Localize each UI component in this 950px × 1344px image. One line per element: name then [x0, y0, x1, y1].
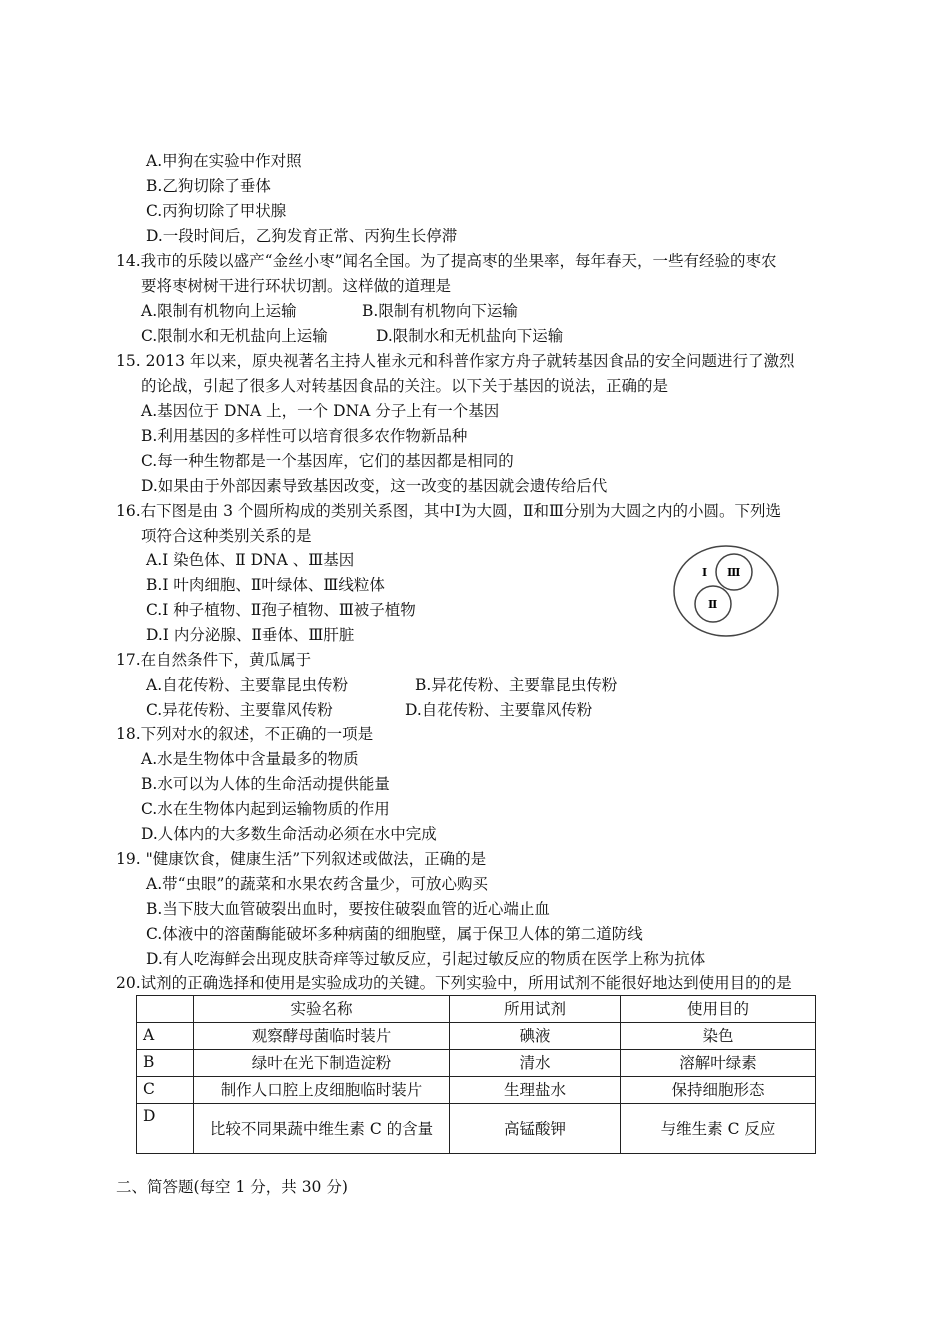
label-iii: Ⅲ — [727, 566, 741, 579]
table-cell: 碘液 — [450, 1023, 621, 1050]
table-cell: 高锰酸钾 — [450, 1104, 621, 1154]
table-header-cell: 实验名称 — [194, 996, 450, 1023]
q16-option-c: C.Ⅰ 种子植物、Ⅱ孢子植物、Ⅲ被子植物 — [146, 601, 416, 619]
q13-option-b: B.乙狗切除了垂体 — [146, 177, 271, 195]
table-cell: C — [137, 1077, 194, 1104]
q14-option-d: D.限制水和无机盐向下运输 — [376, 327, 564, 345]
table-row — [137, 1023, 816, 1050]
q13-option-a: A.甲狗在实验中作对照 — [146, 152, 302, 170]
table-cell: 生理盐水 — [450, 1077, 621, 1104]
q19-option-b: B.当下肢大血管破裂出血时，要按住破裂血管的近心端止血 — [146, 900, 550, 918]
q15-option-a: A.基因位于 DNA 上，一个 DNA 分子上有一个基因 — [141, 402, 500, 420]
table-cell: 与维生素 C 反应 — [621, 1104, 816, 1154]
section-2-heading: 二、简答题(每空 1 分，共 30 分) — [116, 1178, 348, 1196]
q18-option-d: D.人体内的大多数生命活动必须在水中完成 — [141, 825, 437, 843]
q16-stem-line2: 项符合这种类别关系的是 — [141, 527, 312, 545]
q15-stem-line1: 15. 2013 年以来，原央视著名主持人崔永元和科普作家方舟子就转基因食品的安全问题进行了激烈 — [116, 352, 795, 370]
q19-option-a: A.带“虫眼”的蔬菜和水果农药含量少，可放心购买 — [146, 875, 488, 893]
table-row — [137, 1050, 816, 1077]
q14-option-c: C.限制水和无机盐向上运输 — [141, 327, 328, 345]
table-cell: 观察酵母菌临时装片 — [194, 1023, 450, 1050]
q18-option-c: C.水在生物体内起到运输物质的作用 — [141, 800, 390, 818]
label-ii: Ⅱ — [708, 598, 718, 611]
table-cell: 制作人口腔上皮细胞临时装片 — [194, 1077, 450, 1104]
table-cell: 溶解叶绿素 — [621, 1050, 816, 1077]
q17-option-c: C.异花传粉、主要靠风传粉 — [146, 701, 333, 719]
table-cell: 保持细胞形态 — [621, 1077, 816, 1104]
table-cell: D — [137, 1104, 194, 1154]
q19-option-d: D.有人吃海鲜会出现皮肤奇痒等过敏反应，引起过敏反应的物质在医学上称为抗体 — [146, 950, 706, 968]
q15-stem-line2: 的论战，引起了很多人对转基因食品的关注。以下关于基因的说法，正确的是 — [141, 377, 669, 395]
table-header-cell — [137, 996, 194, 1023]
q14-stem-line2: 要将枣树树干进行环状切割。这样做的道理是 — [141, 277, 452, 295]
table-row — [137, 1077, 816, 1104]
table-cell: 比较不同果蔬中维生素 C 的含量 — [194, 1104, 450, 1154]
q13-option-d: D.一段时间后，乙狗发育正常、丙狗生长停滞 — [146, 227, 458, 245]
q20-stem: 20.试剂的正确选择和使用是实验成功的关键。下列实验中，所用试剂不能很好地达到使用目的的是 — [116, 974, 792, 992]
table-cell: 清水 — [450, 1050, 621, 1077]
q15-option-c: C.每一种生物都是一个基因库，它们的基因都是相同的 — [141, 452, 514, 470]
q17-stem: 17.在自然条件下，黄瓜属于 — [116, 651, 312, 669]
q15-option-b: B.利用基因的多样性可以培育很多农作物新品种 — [141, 427, 468, 445]
table-header-row — [137, 996, 816, 1023]
table-row — [137, 1104, 816, 1154]
q16-stem-line1: 16.右下图是由 3 个圆所构成的类别关系图，其中Ⅰ为大圆，Ⅱ和Ⅲ分别为大圆之内的小圆。下列选 — [116, 502, 781, 520]
q16-option-a: A.Ⅰ 染色体、Ⅱ DNA 、Ⅲ基因 — [146, 551, 355, 569]
q14-option-a: A.限制有机物向上运输 — [141, 302, 297, 320]
q18-option-a: A.水是生物体中含量最多的物质 — [141, 750, 359, 768]
q19-option-c: C.体液中的溶菌酶能破坏多种病菌的细胞壁，属于保卫人体的第二道防线 — [146, 925, 643, 943]
q16-option-b: B.Ⅰ 叶肉细胞、Ⅱ叶绿体、Ⅲ线粒体 — [146, 576, 385, 594]
q14-option-b: B.限制有机物向下运输 — [362, 302, 518, 320]
q17-option-a: A.自花传粉、主要靠昆虫传粉 — [146, 676, 349, 694]
experiment-table — [136, 995, 816, 1154]
table-cell: B — [137, 1050, 194, 1077]
q16-option-d: D.Ⅰ 内分泌腺、Ⅱ垂体、Ⅲ肝脏 — [146, 626, 355, 644]
table-cell: 绿叶在光下制造淀粉 — [194, 1050, 450, 1077]
label-i: Ⅰ — [702, 566, 708, 579]
q17-option-d: D.自花传粉、主要靠风传粉 — [405, 701, 593, 719]
table-header-cell: 使用目的 — [621, 996, 816, 1023]
table-cell: A — [137, 1023, 194, 1050]
table-cell: 染色 — [621, 1023, 816, 1050]
q18-stem: 18.下列对水的叙述，不正确的一项是 — [116, 725, 374, 743]
q19-stem: 19. "健康饮食，健康生活”下列叙述或做法，正确的是 — [116, 850, 487, 868]
q17-option-b: B.异花传粉、主要靠昆虫传粉 — [415, 676, 618, 694]
q13-option-c: C.丙狗切除了甲状腺 — [146, 202, 287, 220]
category-circle-diagram — [672, 544, 780, 638]
q15-option-d: D.如果由于外部因素导致基因改变，这一改变的基因就会遗传给后代 — [141, 477, 608, 495]
q14-stem-line1: 14.我市的乐陵以盛产“金丝小枣”闻名全国。为了提高枣的坐果率，每年春天，一些有经验的枣农 — [116, 252, 777, 270]
table-header-cell: 所用试剂 — [450, 996, 621, 1023]
q18-option-b: B.水可以为人体的生命活动提供能量 — [141, 775, 390, 793]
